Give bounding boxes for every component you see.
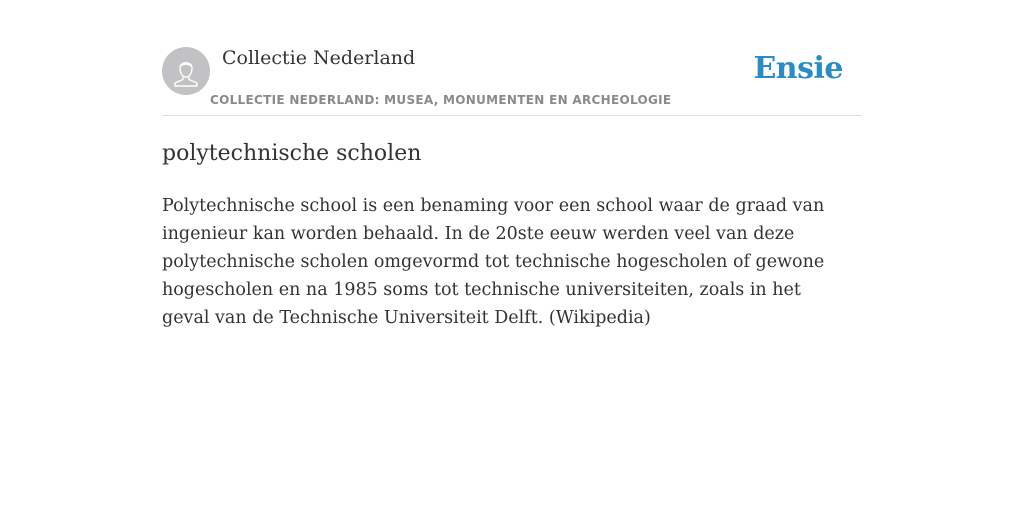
entry-title: polytechnische scholen [162, 141, 422, 166]
author-name[interactable]: Collectie Nederland [222, 47, 416, 69]
entry-header [162, 0, 862, 116]
entry-card [162, 0, 862, 512]
author-avatar[interactable] [162, 47, 210, 95]
entry-body: Polytechnische school is een benaming voor een school waar de graad van ingenieur kan worden behaald. In de 20ste eeuw werden veel van deze polytechnische scholen omgevormd tot technische hogescholen of gewone hogescholen en na 1985 soms tot technische universiteiten, zoals in het geval van de Technische Universiteit Delft. (Wikipedia) [162, 196, 825, 328]
author-subtitle[interactable]: COLLECTIE NEDERLAND: MUSEA, MONUMENTEN EN ARCHEOLOGIE [210, 93, 672, 107]
ensie-logo[interactable]: Ensie [753, 51, 843, 86]
user-silhouette-icon [162, 47, 210, 95]
